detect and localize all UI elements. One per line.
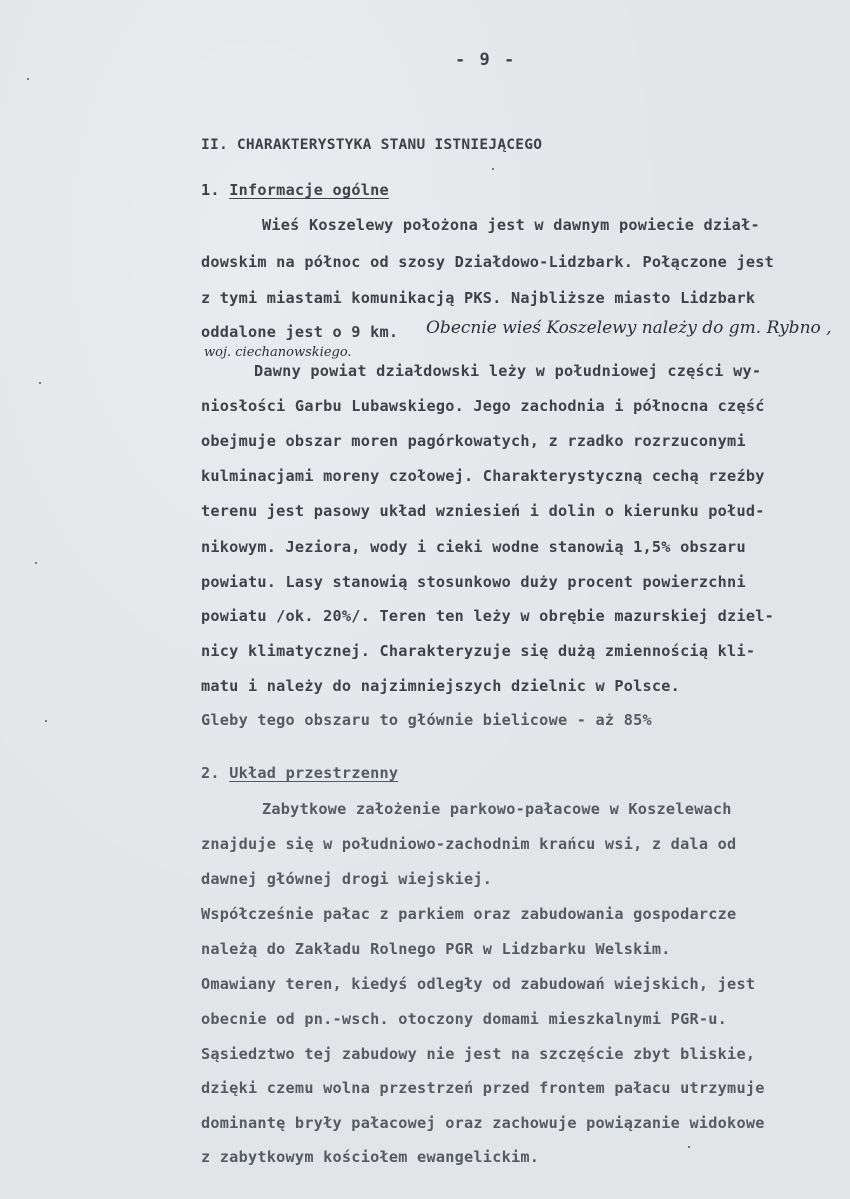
page-number: - 9 - [455, 50, 517, 70]
paragraph-1-line: dowskim na północ od szosy Działdowo-Lidzbark. Połączone jest [201, 253, 775, 271]
subsection-2-number: 2. [201, 764, 220, 782]
paragraph-2-line: Gleby tego obszaru to głównie bielicowe - aż 85% [201, 711, 652, 729]
scan-speck [39, 382, 41, 384]
paragraph-3-line: z zabytkowym kościołem ewangelickim. [201, 1148, 540, 1166]
paragraph-3-line: dzięki czemu wolna przestrzeń przed frontem pałacu utrzymuje [201, 1079, 765, 1097]
paragraph-3-line: należą do Zakładu Rolnego PGR w Lidzbarku Welskim. [201, 940, 671, 958]
subsection-2-title: Układ przestrzenny [229, 764, 399, 782]
scan-speck [35, 562, 37, 564]
paragraph-2-line: niosłości Garbu Lubawskiego. Jego zachodnia i północna część [201, 397, 765, 415]
paragraph-2-line: nicy klimatycznej. Charakteryzuje się dużą zmiennością kli- [201, 642, 756, 660]
section-title: II. CHARAKTERYSTYKA STANU ISTNIEJĄCEGO [201, 137, 543, 153]
paragraph-1-line: Wieś Koszelewy położona jest w dawnym powiecie dział- [262, 216, 760, 234]
paragraph-3-line: Zabytkowe założenie parkowo-pałacowe w Koszelewach [262, 800, 732, 818]
scan-speck [492, 168, 494, 170]
paragraph-2-line: Dawny powiat działdowski leży w południowej części wy- [254, 362, 762, 380]
paragraph-3-line: Sąsiedztwo tej zabudowy nie jest na szczęście zbyt bliskie, [201, 1045, 756, 1063]
scan-speck [688, 1146, 690, 1148]
handwritten-note-line-1: Obecnie wieś Koszelewy należy do gm. Rybno , [426, 318, 832, 338]
paragraph-1-line: z tymi miastami komunikacją PKS. Najbliższe miasto Lidzbark [201, 289, 756, 307]
paragraph-3-line: Omawiany teren, kiedyś odległy od zabudowań wiejskich, jest [201, 975, 756, 993]
scan-speck [45, 720, 47, 722]
subsection-1-heading [201, 181, 389, 199]
paragraph-3-line: dominantę bryły pałacowej oraz zachowuje powiązanie widokowe [201, 1114, 765, 1132]
subsection-1-number: 1. [201, 181, 220, 199]
handwritten-note-line-2: woj. ciechanowskiego. [204, 345, 352, 360]
paragraph-3-line: znajduje się w południowo-zachodnim krańcu wsi, z dala od [201, 835, 737, 853]
paragraph-3-line: dawnej głównej drogi wiejskiej. [201, 870, 493, 888]
paragraph-2-line: powiatu /ok. 20%/. Teren ten leży w obrębie mazurskiej dziel- [201, 607, 775, 625]
subsection-2-heading [201, 764, 398, 782]
paragraph-2-line: powiatu. Lasy stanowią stosunkowo duży procent powierzchni [201, 573, 746, 591]
paragraph-2-line: kulminacjami moreny czołowej. Charakterystyczną cechą rzeźby [201, 467, 765, 485]
paragraph-1-line: oddalone jest o 9 km. [201, 323, 399, 341]
subsection-1-title: Informacje ogólne [229, 181, 389, 199]
paragraph-2-line: matu i należy do najzimniejszych dzielnic w Polsce. [201, 677, 681, 695]
scan-speck [27, 78, 29, 80]
paragraph-3-line: obecnie od pn.-wsch. otoczony domami mieszkalnymi PGR-u. [201, 1010, 728, 1028]
paragraph-3-line: Współcześnie pałac z parkiem oraz zabudowania gospodarcze [201, 905, 737, 923]
paragraph-2-line: terenu jest pasowy układ wzniesień i dolin o kierunku połud- [201, 502, 765, 520]
paragraph-2-line: nikowym. Jeziora, wody i cieki wodne stanowią 1,5% obszaru [201, 538, 746, 556]
paragraph-2-line: obejmuje obszar moren pagórkowatych, z rzadko rozrzuconymi [201, 432, 746, 450]
